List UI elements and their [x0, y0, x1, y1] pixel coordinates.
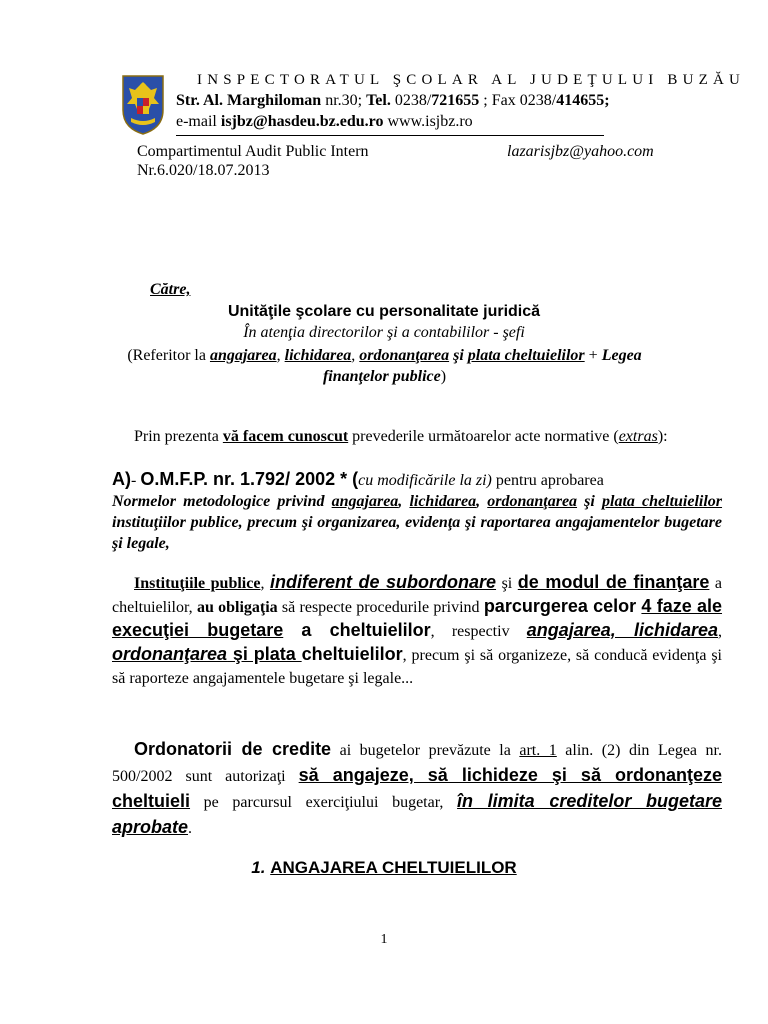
contact-line: e-mail isjbz@hasdeu.bz.edu.ro www.isjbz.ro [176, 113, 473, 130]
attention-line: În atenţia directorilor şi a contabililor - şefi [243, 324, 525, 341]
intro-paragraph: Prin prezenta vă facem cunoscut prevederile următoarelor acte normative (extras): [134, 428, 668, 445]
website-link[interactable]: www.isjbz.ro [383, 113, 473, 130]
address-line: Str. Al. Marghiloman nr.30; Tel. 0238/721655 ; Fax 0238/414655; [176, 92, 610, 109]
contact-email[interactable]: lazarisjbz@yahoo.com [507, 143, 654, 160]
institution-name: INSPECTORATUL ŞCOLAR AL JUDEŢULUI BUZĂU [197, 72, 746, 88]
header-divider [176, 135, 604, 136]
page-number: 1 [380, 932, 388, 947]
email-link[interactable]: isjbz@hasdeu.bz.edu.ro [220, 113, 384, 130]
obligations-paragraph: Instituţiile publice, indiferent de subordonare şi de modul de finanţare a cheltuielilor, au obligaţia să respecte procedurile privind parcurgerea celor 4 faze ale execuţiei bugetare a cheltuielilor, respectiv angajarea, lichidarea, ordonanţarea şi plata cheltuielilor, precum şi să organizeze, să conducă evidenţa şi să raporteze angajamentele bugetare şi legale... [112, 572, 723, 687]
authorizing-officers-paragraph: Ordonatorii de credite ai bugetelor prevăzute la art. 1 alin. (2) din Legea nr. 500/2002 sunt autorizaţi să angajeze, să lichideze şi să ordonanţeze cheltuieli pe parcursul exerciţiului bugetar, în limita creditelor bugetare aprobate. [112, 739, 723, 837]
recipients-title: Unităţile şcolare cu personalitate juridică [227, 303, 541, 320]
reference-line: (Referitor la angajarea, lichidarea, ordonanţarea şi plata cheltuielilor + Legea finanţelor publice) [127, 347, 642, 385]
point-a: A)- O.M.F.P. nr. 1.792/ 2002 * (cu modificările la zi) pentru aprobarea Normelor metodologice privind angajarea, lichidarea, ordonanţarea şi plata cheltuielilor instituţiilor publice, precum şi organizarea, evidenţa şi raportarea angajamentelor bugetare şi legale, [112, 469, 723, 552]
coat-of-arms-icon [121, 74, 165, 136]
registration-number: Nr.6.020/18.07.2013 [137, 162, 270, 179]
salutation: Către, [150, 281, 191, 298]
section-heading: 1. ANGAJAREA CHELTUIELILOR [251, 858, 517, 877]
department-name: Compartimentul Audit Public Intern [137, 143, 369, 160]
